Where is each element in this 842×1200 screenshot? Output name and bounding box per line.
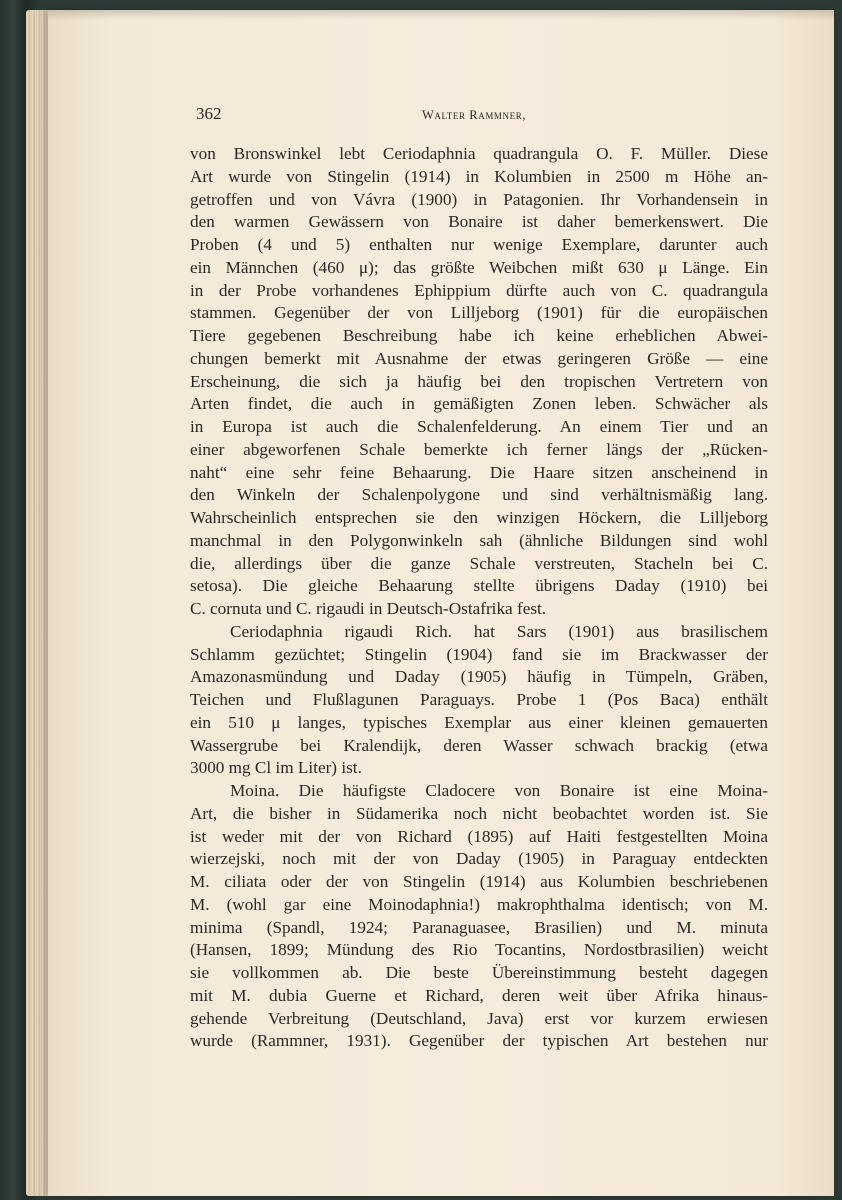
text-line: Moina. Die häufigste Cladocere von Bonaire ist eine Moina- <box>230 781 768 800</box>
text-line: Teichen und Flußlagunen Paraguays. Probe 1 (Pos Baca) enthält <box>190 690 768 709</box>
text-line: Amazonasmündung und Daday (1905) häufig in Tümpeln, Gräben, <box>190 667 768 687</box>
text-line: Wahrscheinlich entsprechen sie den winzigen Höckern, die Lilljeborg <box>190 508 768 527</box>
text-line: sie vollkommen ab. Die beste Übereinstimmung besteht dagegen <box>190 963 768 982</box>
text-line: stammen. Gegenüber der von Lilljeborg (1901) für die europäischen <box>190 303 768 323</box>
text-line: Arten findet, die auch in gemäßigten Zonen leben. Schwächer als <box>190 394 768 414</box>
text-line: Erscheinung, die sich ja häufig bei den tropischen Vertretern von <box>190 371 768 391</box>
text-line: gehende Verbreitung (Deutschland, Java) erst vor kurzem erwiesen <box>190 1008 768 1028</box>
text-line: wierzejski, noch mit der von Daday (1905) in Paraguay entdeckten <box>190 849 768 869</box>
text-line: manchmal in den Polygonwinkeln sah (ähnliche Bildungen sind wohl <box>190 530 768 550</box>
page-number: 362 <box>196 104 222 123</box>
text-line: (Hansen, 1899; Mündung des Rio Tocantins, Nordostbrasilien) weicht <box>190 940 768 960</box>
text-line: in der Probe vorhandenes Ephippium dürfte auch von C. quadrangula <box>190 280 768 300</box>
text-line: Tiere gegebenen Beschreibung habe ich keine erheblichen Abwei- <box>190 326 768 345</box>
text-line: M. ciliata oder der von Stingelin (1914) aus Kolumbien beschriebenen <box>190 872 768 891</box>
text-line: M. (wohl gar eine Moinodaphnia!) makrophthalma identisch; von M. <box>190 894 768 914</box>
text-line: den Winkeln der Schalenpolygone und sind verhältnismäßig lang. <box>190 485 768 505</box>
text-line: Wassergrube bei Kralendijk, deren Wasser schwach brackig (etwa <box>190 735 768 755</box>
running-head: Walter Rammner, <box>422 108 527 122</box>
text-line: Proben (4 und 5) enthalten nur wenige Exemplare, darunter auch <box>190 235 768 254</box>
text-line: ein 510 μ langes, typisches Exemplar aus einer kleinen gemauerten <box>190 712 768 732</box>
text-line: C. cornuta und C. rigaudi in Deutsch-Ostafrika fest. <box>190 599 547 618</box>
text-line: wurde (Rammner, 1931). Gegenüber der typischen Art bestehen nur <box>190 1031 768 1051</box>
text-line: die, allerdings über die ganze Schale verstreuten, Stacheln bei C. <box>190 553 768 573</box>
body-text <box>190 143 768 1053</box>
text-line: Schlamm gezüchtet; Stingelin (1904) fand sie im Brackwasser der <box>190 644 768 664</box>
text-line: Art, die bisher in Südamerika noch nicht beobachtet worden ist. Sie <box>190 803 768 823</box>
page-top-shadow <box>48 10 834 20</box>
text-line: Art wurde von Stingelin (1914) in Kolumbien in 2500 m Höhe an- <box>190 166 768 186</box>
text-line: in Europa ist auch die Schalenfelderung. An einem Tier und an <box>190 417 768 436</box>
text-line: chungen bemerkt mit Ausnahme der etwas geringeren Größe — eine <box>190 348 768 368</box>
text-line: minima (Spandl, 1924; Paranaguasee, Brasilien) und M. minuta <box>190 917 768 937</box>
text-line: naht“ eine sehr feine Behaarung. Die Haare sitzen anscheinend in <box>190 462 768 482</box>
text-line: den warmen Gewässern von Bonaire ist daher bemerkenswert. Die <box>190 212 768 232</box>
text-line: Ceriodaphnia rigaudi Rich. hat Sars (1901) aus brasilischem <box>230 621 768 641</box>
page-header <box>196 104 766 128</box>
text-line: mit M. dubia Guerne et Richard, deren weit über Afrika hinaus- <box>190 985 768 1005</box>
text-line: getroffen und von Vávra (1900) in Patagonien. Ihr Vorhandensein in <box>190 189 768 209</box>
text-line: 3000 mg Cl im Liter) ist. <box>190 758 362 778</box>
text-line: ein Männchen (460 μ); das größte Weibchen mißt 630 μ Länge. Ein <box>190 257 768 277</box>
text-line: einer abgeworfenen Schale bemerkte ich ferner längs der „Rücken- <box>190 439 768 459</box>
text-line: ist weder mit der von Richard (1895) auf Haiti festgestellten Moina <box>190 826 768 846</box>
text-line: von Bronswinkel lebt Ceriodaphnia quadrangula O. F. Müller. Diese <box>190 144 768 163</box>
text-line: setosa). Die gleiche Behaarung stellte übrigens Daday (1910) bei <box>190 576 768 596</box>
